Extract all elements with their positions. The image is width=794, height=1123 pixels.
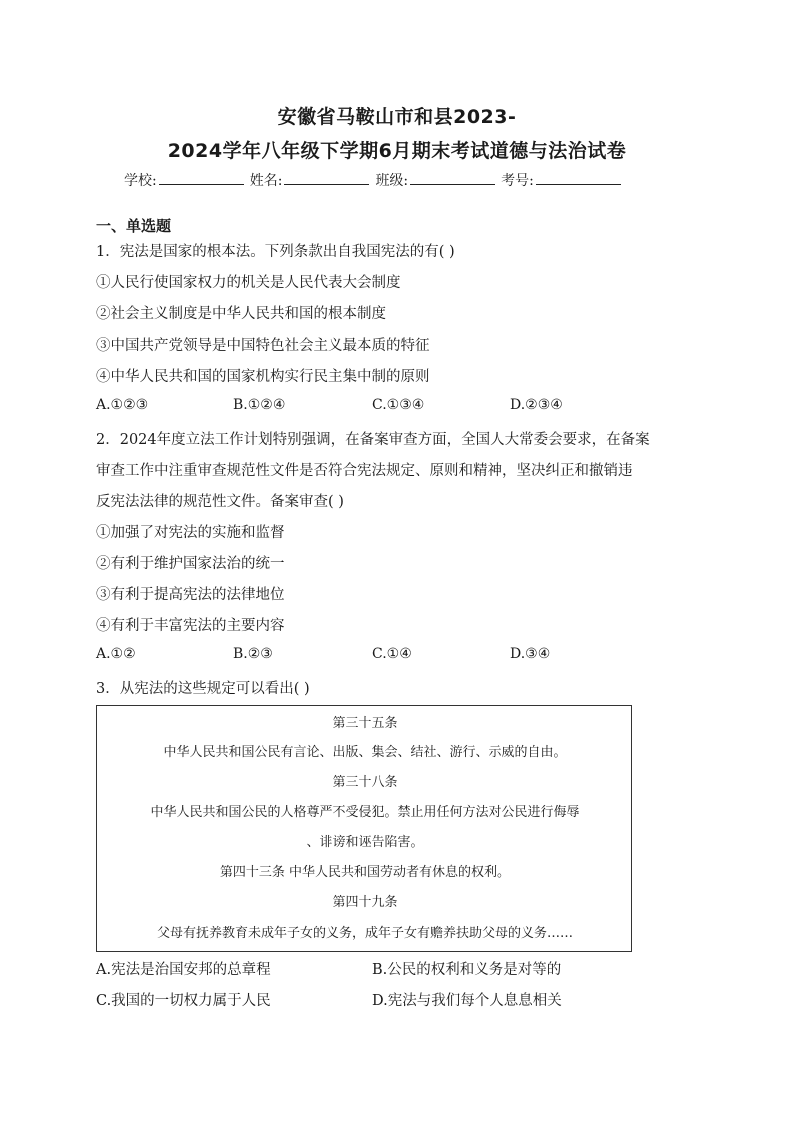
exam-number-label: 考号: [501,173,534,189]
article-35-text: 中华人民共和国公民有言论、出版、集会、结社、游行、示威的自由。 [163,745,567,760]
q1-item-4: ④中华人民共和国的国家机构实行民主集中制的原则 [96,369,430,385]
q1-option-a[interactable]: A.①②③ [96,397,149,413]
class-blank[interactable] [410,170,495,185]
student-info-row [124,170,627,190]
article-49-text: 父母有抚养教育未成年子女的义务，成年子女有赡养扶助父母的义务…… [156,926,573,941]
q2-option-d[interactable]: D.③④ [510,646,551,662]
q1-option-b[interactable]: B.①②④ [233,397,286,413]
name-blank[interactable] [284,170,369,185]
article-38-text-1: 中华人民共和国公民的人格尊严不受侵犯。禁止用任何方法对公民进行侮辱 [150,805,580,820]
constitution-excerpt-box [96,705,632,952]
q1-option-d[interactable]: D.②③④ [510,397,563,413]
q2-item-4: ④有利于丰富宪法的主要内容 [96,618,285,634]
school-label: 学校: [124,173,157,189]
q1-stem: 1．宪法是国家的根本法。下列条款出自我国宪法的有( ) [96,244,455,260]
q3-option-a[interactable]: A.宪法是治国安邦的总章程 [96,962,271,978]
q2-item-2: ②有利于维护国家法治的统一 [96,556,285,572]
q1-item-2: ②社会主义制度是中华人民共和国的根本制度 [96,306,386,322]
school-blank[interactable] [159,170,244,185]
article-35-heading: 第三十五条 [332,716,398,731]
exam-title-line2: 2024学年八年级下学期6月期末考试道德与法治试卷 [167,140,627,162]
q2-stem-line3: 反宪法法律的规范性文件。备案审查( ) [96,494,344,510]
article-38-text-2: 、诽谤和诬告陷害。 [306,835,424,850]
exam-number-blank[interactable] [536,170,621,185]
exam-title-line1: 安徽省马鞍山市和县2023- [277,106,517,128]
q2-item-1: ①加强了对宪法的实施和监督 [96,525,285,541]
q1-item-3: ③中国共产党领导是中国特色社会主义最本质的特征 [96,338,430,354]
section-title: 一、单选题 [96,217,172,235]
q2-stem-line1: 2．2024年度立法工作计划特别强调，在备案审查方面，全国人大常委会要求，在备案 [96,432,650,448]
q2-stem-line2: 审查工作中注重审查规范性文件是否符合宪法规定、原则和精神，坚决纠正和撤销违 [96,463,633,479]
q2-option-a[interactable]: A.①② [96,646,136,662]
name-label: 姓名: [249,173,283,189]
class-label: 班级: [375,173,409,189]
q3-option-d[interactable]: D.宪法与我们每个人息息相关 [372,993,562,1009]
q2-item-3: ③有利于提高宪法的法律地位 [96,587,285,603]
q1-option-c[interactable]: C.①③④ [372,397,425,413]
q3-stem: 3．从宪法的这些规定可以看出( ) [96,681,310,697]
article-38-heading: 第三十八条 [332,775,398,790]
q2-option-b[interactable]: B.②③ [233,646,273,662]
article-49-heading: 第四十九条 [332,895,398,910]
q1-item-1: ①人民行使国家权力的机关是人民代表大会制度 [96,275,401,291]
q2-option-c[interactable]: C.①④ [372,646,412,662]
article-43-text: 第四十三条 中华人民共和国劳动者有休息的权利。 [219,865,511,880]
q3-option-b[interactable]: B.公民的权利和义务是对等的 [372,962,562,978]
q3-option-c[interactable]: C.我国的一切权力属于人民 [96,993,271,1009]
